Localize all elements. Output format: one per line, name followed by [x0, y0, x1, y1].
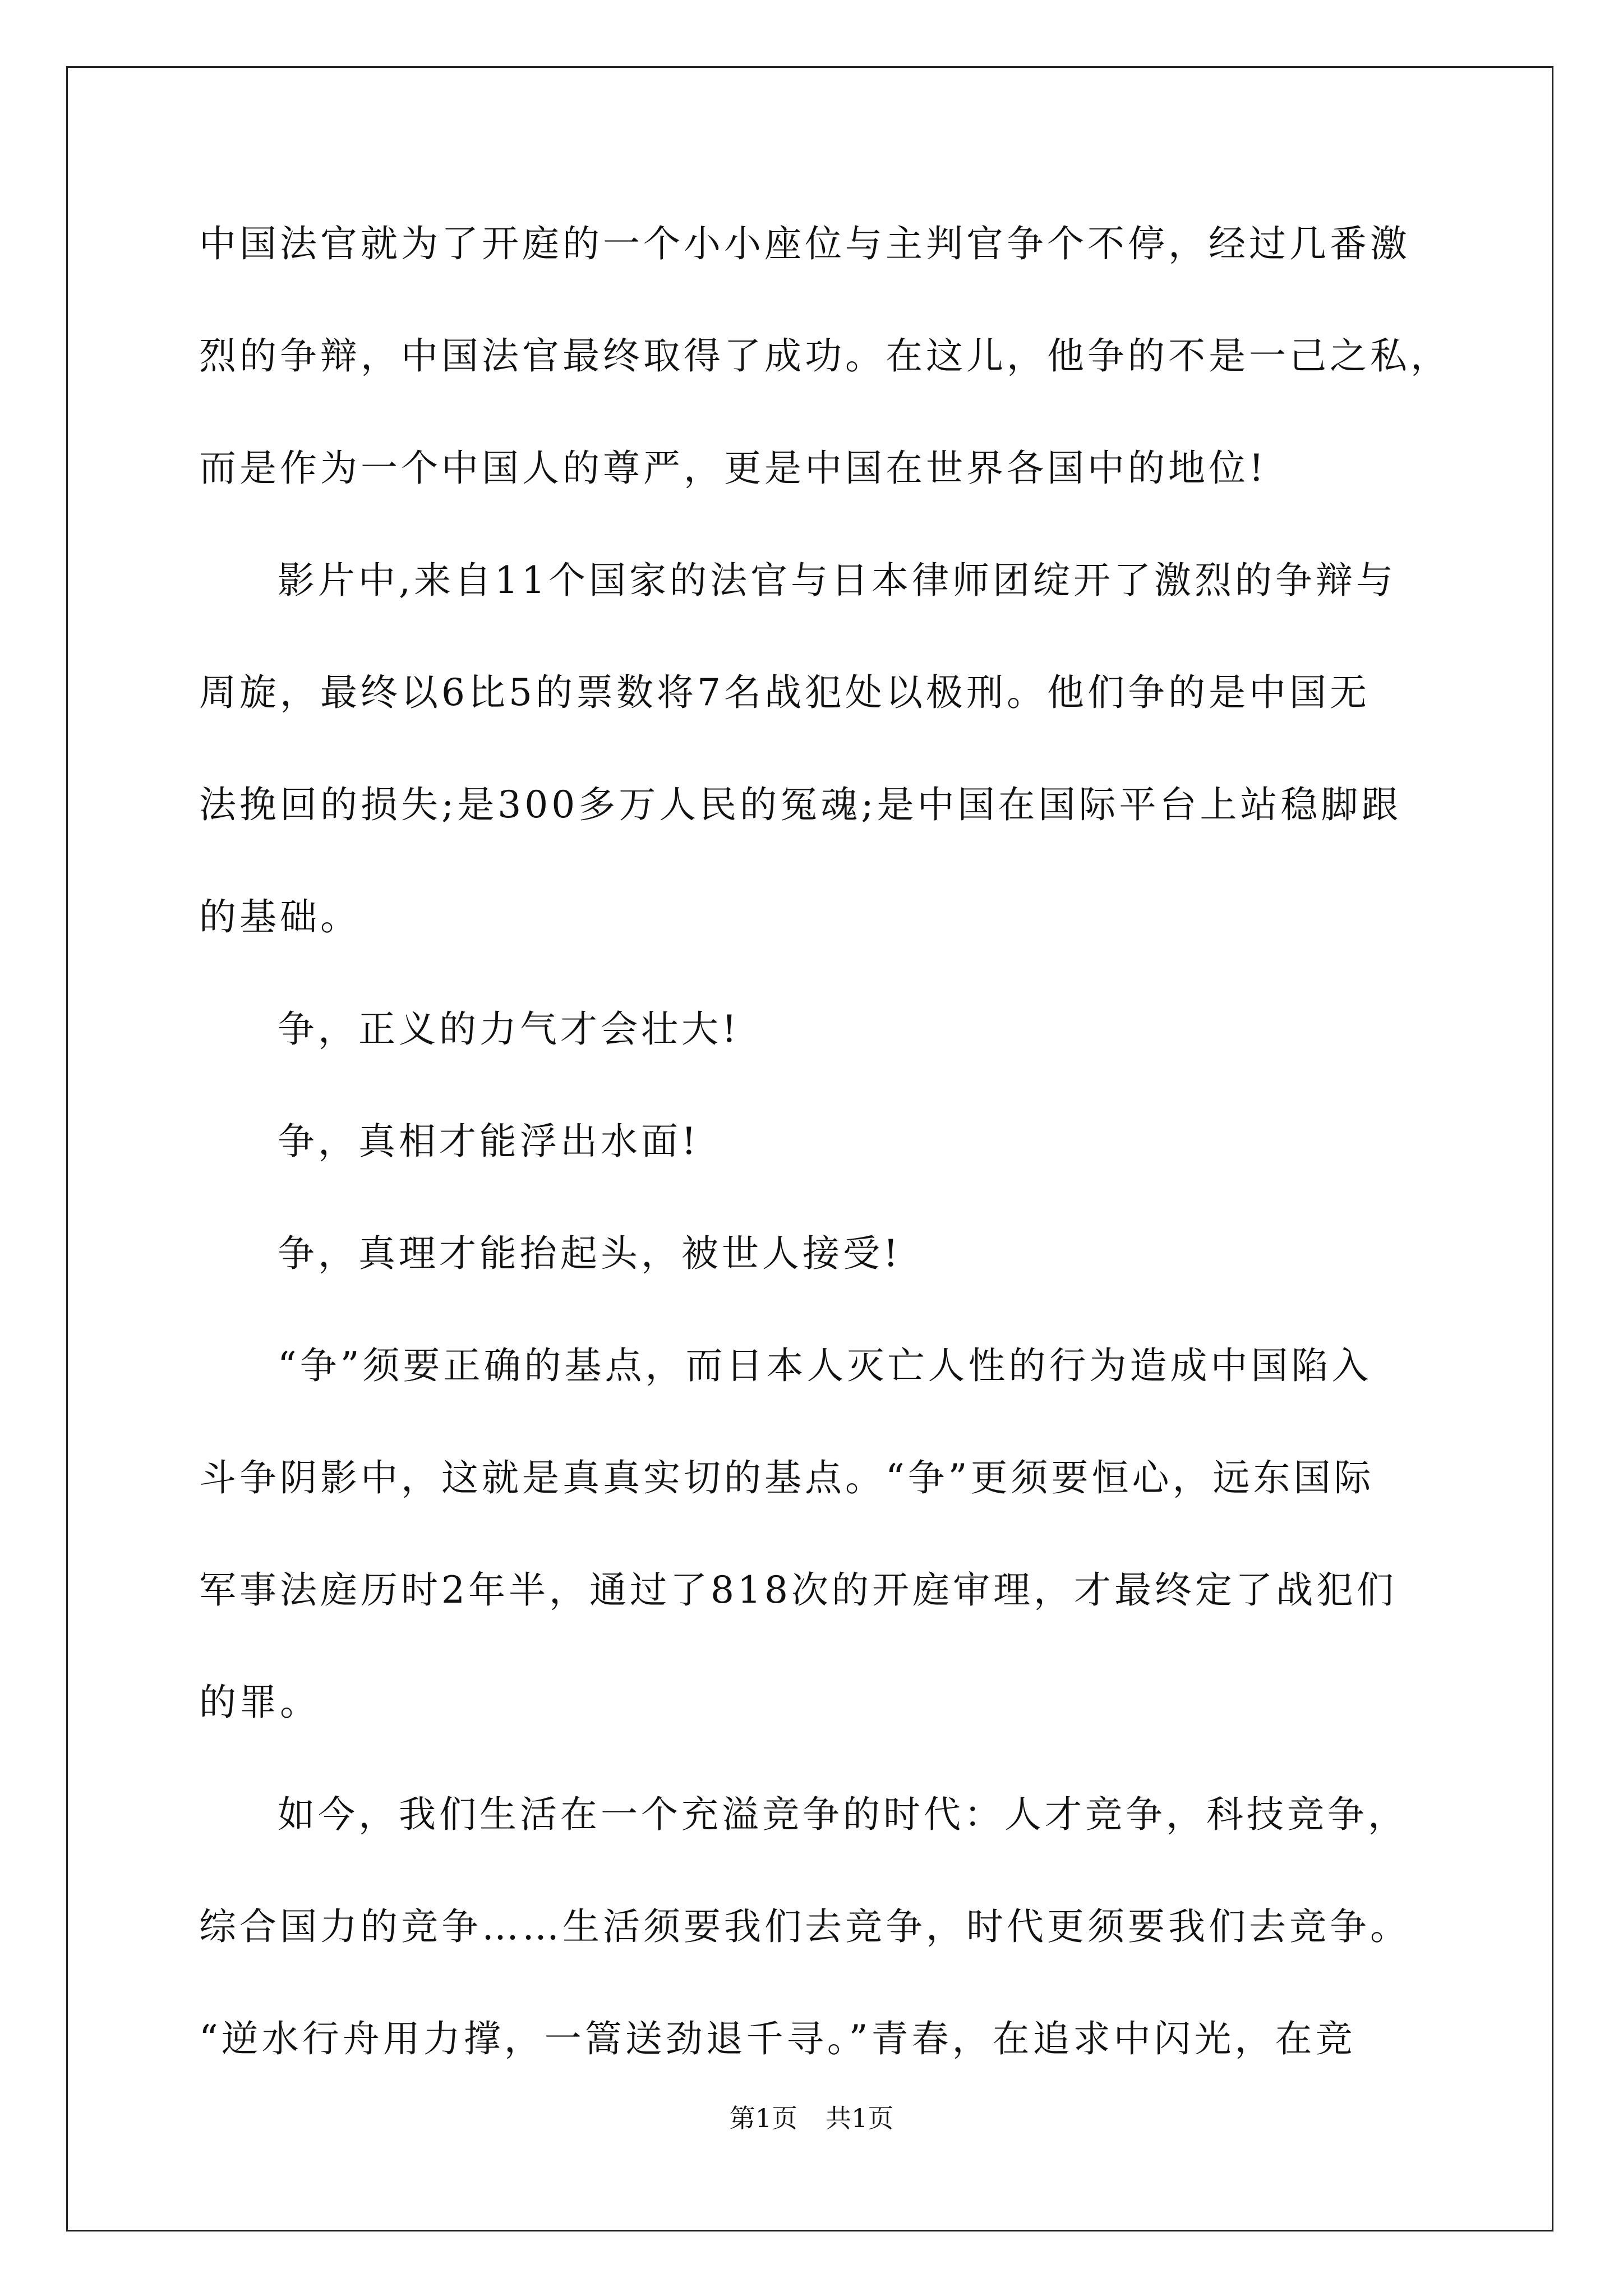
text-line: 争，真相才能浮出水面!	[278, 1120, 700, 1163]
text-line: 烈的争辩，中国法官最终取得了成功。在这儿，他争的不是一己之私，	[199, 334, 1451, 378]
text-line: 而是作为一个中国人的尊严，更是中国在世界各国中的地位!	[199, 447, 1267, 490]
text-line: 军事法庭历时2年半，通过了818次的开庭审理，才最终定了战犯们	[199, 1568, 1397, 1612]
text-line: 影片中,来自11个国家的法官与日本律师团绽开了激烈的争辩与	[278, 559, 1396, 602]
document-body	[199, 213, 1451, 2120]
page-number: 第1页	[729, 2103, 797, 2133]
text-line: 法挽回的损失;是300多万人民的冤魂;是中国在国际平台上站稳脚跟	[199, 783, 1402, 826]
text-line: 斗争阴影中，这就是真真实切的基点。“争”更须要恒心，远东国际	[199, 1456, 1375, 1499]
text-line: “逆水行舟用力撑，一篙送劲退千寻。”青春，在追求中闪光，在竞	[199, 2017, 1356, 2060]
text-line: 争，真理才能抬起头，被世人接受!	[278, 1232, 902, 1275]
text-line: 如今，我们生活在一个充溢竞争的时代：人才竞争，科技竞争，	[278, 1793, 1408, 1836]
page-footer	[0, 2098, 1623, 2135]
text-line: “争”须要正确的基点，而日本人灭亡人性的行为造成中国陷入	[278, 1344, 1372, 1387]
text-line: 的基础。	[199, 895, 361, 938]
text-line: 周旋，最终以6比5的票数将7名战犯处以极刑。他们争的是中国无	[199, 671, 1370, 714]
page-total: 共1页	[826, 2103, 894, 2133]
text-line: 争，正义的力气才会壮大!	[278, 1007, 740, 1051]
text-line: 的罪。	[199, 1681, 320, 1724]
text-line: 中国法官就为了开庭的一个小小座位与主判官争个不停，经过几番激	[199, 222, 1410, 265]
text-line: 综合国力的竞争……生活须要我们去竞争，时代更须要我们去竞争。	[199, 1905, 1410, 1948]
